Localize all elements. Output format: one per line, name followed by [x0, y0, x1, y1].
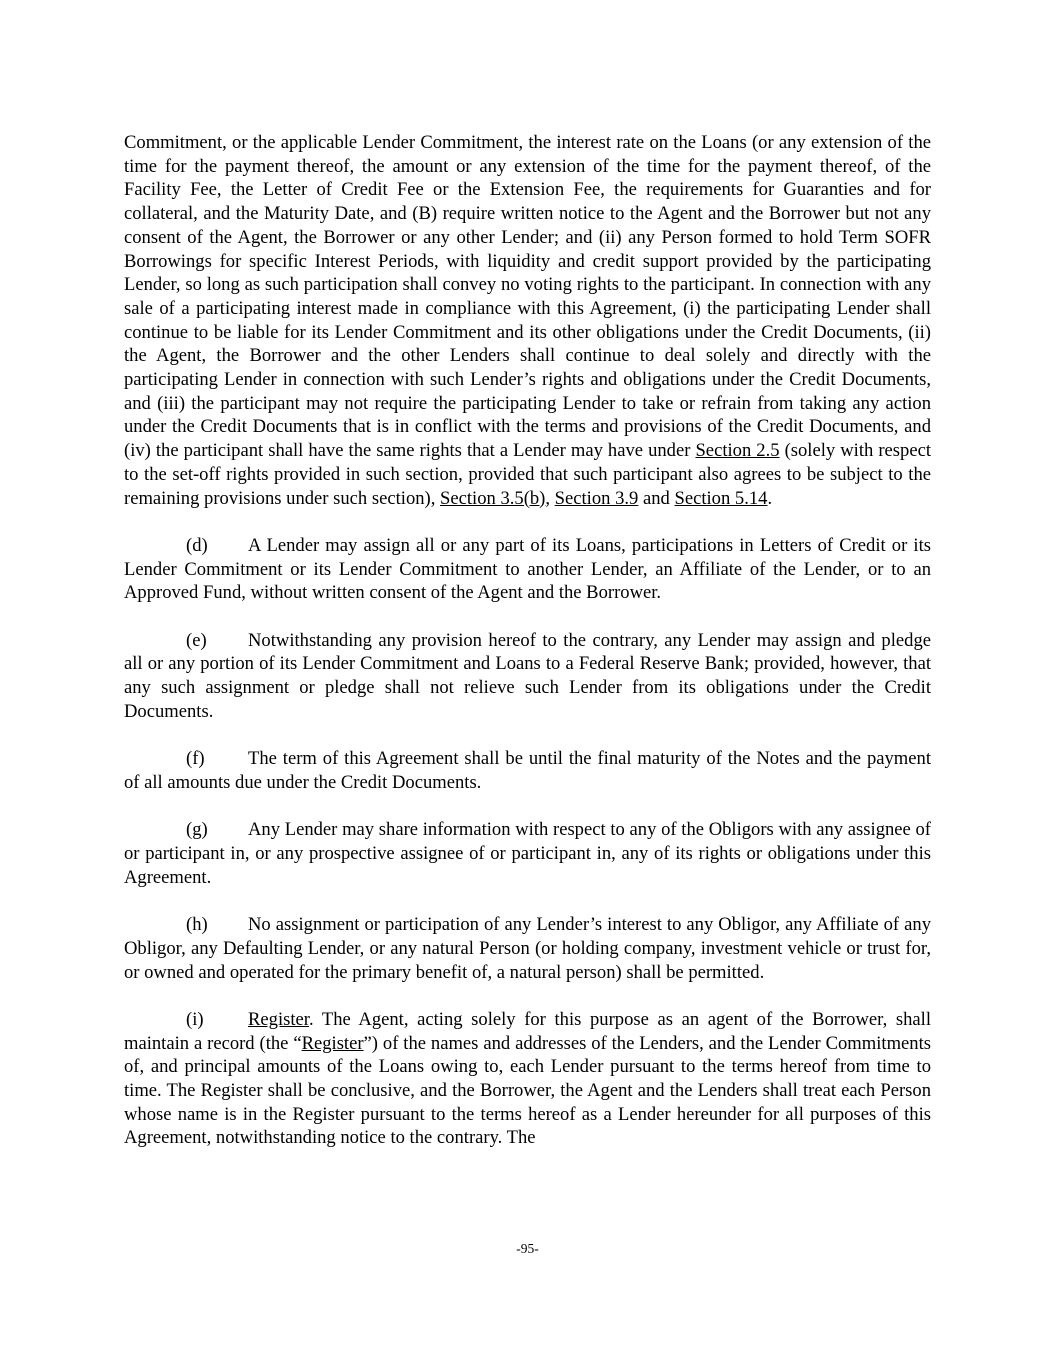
- paragraph-e-text: Notwithstanding any provision hereof to the contrary, any Lender may assign and pledge all or any portion of its Lender Commitment and Loans to a Federal Reserve Bank; provided, however, that any such assignment or pledge shall not relieve such Lender from its obligations under the Credit Documents.: [124, 629, 931, 722]
- section-5-14-reference: Section 5.14: [674, 487, 768, 509]
- paragraph-f: [124, 747, 931, 794]
- register-heading: Register: [248, 1008, 309, 1030]
- paragraph-e: [124, 629, 931, 724]
- paragraph-e-label: (e): [186, 629, 207, 651]
- paragraph-f-label: (f): [186, 748, 205, 770]
- paragraph-i-label: (i): [186, 1008, 204, 1030]
- paragraph-d-text: A Lender may assign all or any part of its Loans, participations in Letters of Credit or its Lender Commitment or its Lender Commitment to another Lender, an Affiliate of the Lender, or to an Approved Fund, without written consent of the Agent and the Borrower.: [124, 534, 931, 604]
- paragraph-h: [124, 913, 931, 984]
- continuation-text-5: .: [767, 487, 773, 509]
- paragraph-i: [124, 1008, 931, 1150]
- continuation-text-1: Commitment, or the applicable Lender Commitment, the interest rate on the Loans (or any extension of the time for the payment thereof, the amount or any extension of the time for the payment thereof, of the Facility Fee, the Letter of Credit Fee or the Extension Fee, the requirements for Guaranties and for collateral, and the Maturity Date, and (B) require written notice to the Agent and the Borrower but not any consent of the Agent, the Borrower or any other Lender; and (ii) any Person formed to hold Term SOFR Borrowings for specific Interest Periods, with liquidity and credit support provided by the participating Lender, so long as such participation shall convey no voting rights to the participant. In connection with any sale of a participating interest made in compliance with this Agreement, (i) the participating Lender shall continue to be liable for its Lender Commitment and its other obligations under the Credit Documents, (ii) the Agent, the Borrower and the other Lenders shall continue to deal solely and directly with the participating Lender in connection with such Lender’s rights and obligations under the Credit Documents, and (iii) the participant may not require the participating Lender to take or refrain from taking any action under the Credit Documents that is in conflict with the terms and provisions of the Credit Documents, and (iv) the participant shall have the same rights that a Lender may have under: [124, 132, 931, 462]
- section-2-5-reference: Section 2.5: [695, 440, 780, 462]
- paragraph-f-text: The term of this Agreement shall be until the final maturity of the Notes and the payment of all amounts due under the Credit Documents.: [124, 748, 931, 793]
- paragraph-d: [124, 534, 931, 605]
- continuation-paragraph: [124, 131, 931, 510]
- continuation-text-3: ,: [545, 487, 555, 509]
- paragraph-g-text: Any Lender may share information with respect to any of the Obligors with any assignee of or participant in, or any prospective assignee of or participant in, any of its rights or obligations under this Agreement.: [124, 819, 931, 888]
- register-defined-term: Register: [301, 1032, 364, 1054]
- continuation-text-4: and: [638, 487, 675, 509]
- continuation-text-2: (solely with respect to the set-off rights provided in such section, provided that such participant also agrees to be subject to the remaining provisions under such section),: [124, 440, 931, 509]
- paragraph-i-text-1: . The Agent, acting solely for this purpose as an agent of the Borrower, shall maintain a record (the “: [124, 1008, 931, 1054]
- paragraph-g-label: (g): [186, 819, 208, 841]
- section-3-5b-reference: Section 3.5(b): [440, 487, 546, 509]
- paragraph-h-label: (h): [186, 914, 208, 936]
- page-number: -95-: [516, 1241, 539, 1256]
- paragraph-h-text: No assignment or participation of any Lender’s interest to any Obligor, any Affiliate of any Obligor, any Defaulting Lender, or any natural Person (or holding company, investment vehicle or trust for, or owned and operated for the primary benefit of, a natural person) shall be permitted.: [124, 914, 931, 983]
- section-3-9-reference: Section 3.9: [554, 487, 639, 509]
- document-body: [124, 131, 931, 1150]
- paragraph-d-label: (d): [186, 534, 208, 556]
- paragraph-i-text-2: ”) of the names and addresses of the Lenders, and the Lender Commitments of, and principal amounts of the Loans owing to, each Lender pursuant to the terms hereof from time to time. The Register shall be conclusive, and the Borrower, the Agent and the Lenders shall treat each Person whose name is in the Register pursuant to the terms hereof as a Lender hereunder for all purposes of this Agreement, notwithstanding notice to the contrary. The: [124, 1032, 931, 1149]
- paragraph-g: [124, 818, 931, 889]
